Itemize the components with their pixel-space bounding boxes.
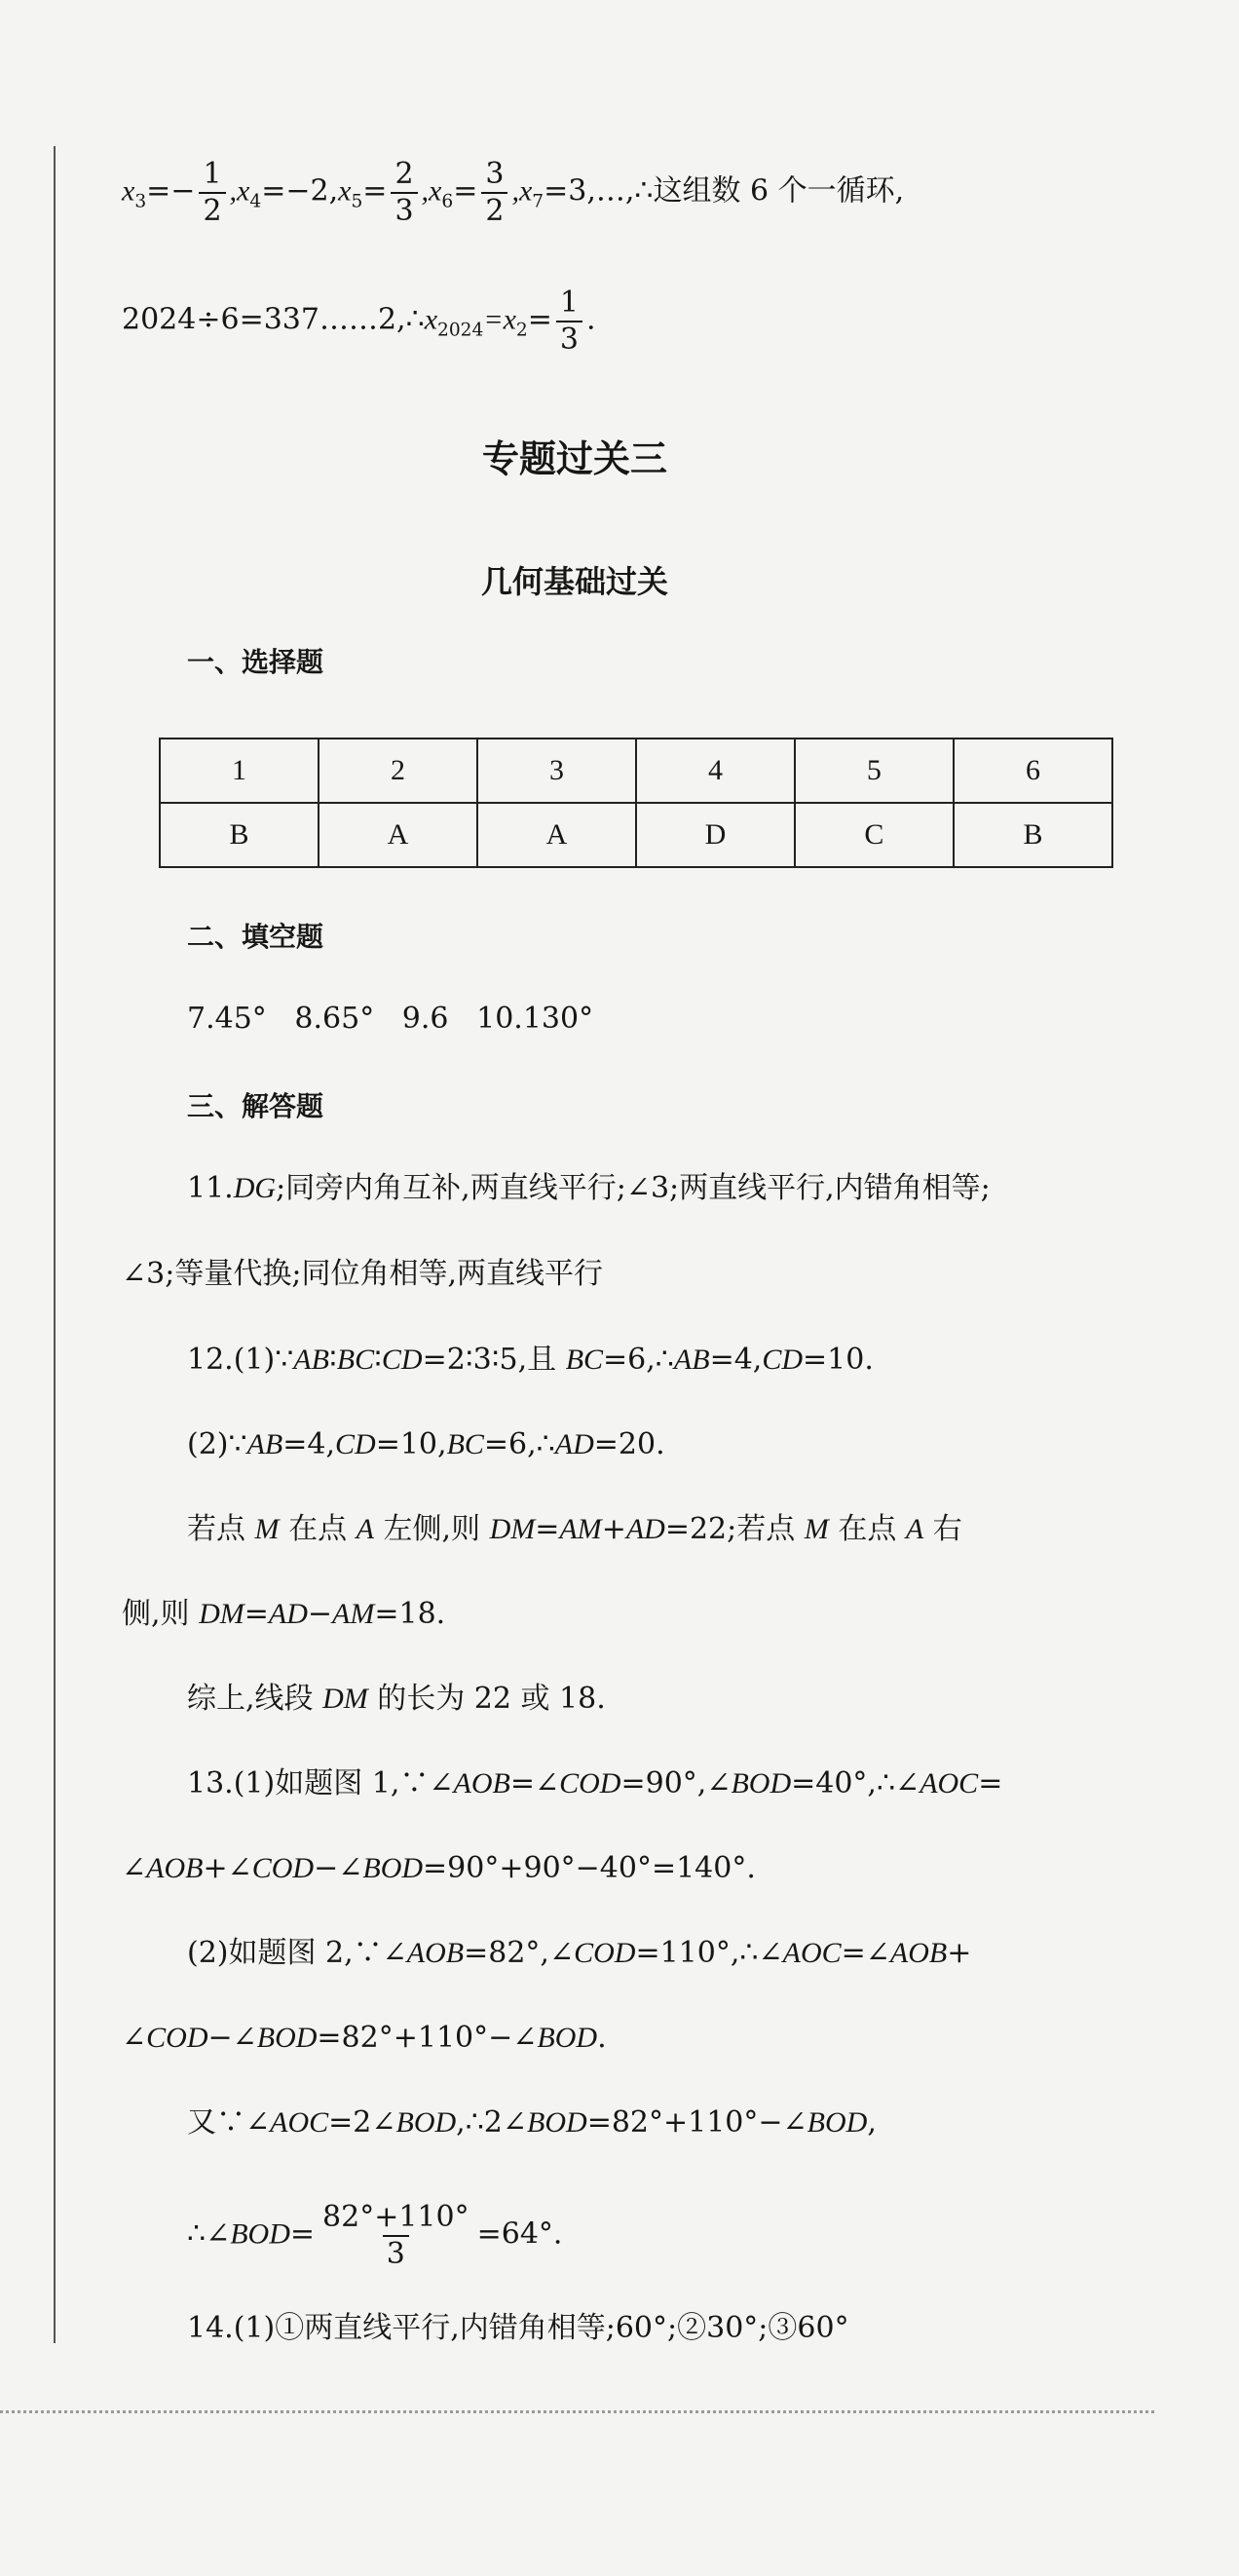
- table-cell: 5: [795, 739, 954, 803]
- section-heading-solve: 三、解答题: [187, 1090, 324, 1122]
- table-cell: B: [160, 803, 319, 867]
- q13-line-6: ∴∠BOD= $\frac{82^\circ+110^\circ}{3}$ =64°.: [187, 2200, 563, 2271]
- table-cell: D: [636, 803, 795, 867]
- table-cell: 1: [160, 739, 319, 803]
- q12-case-left: 若点 M 在点 A 左侧,则 DM=AM+AD=22;若点 M 在点 A 右: [187, 1512, 962, 1546]
- table-cell: 3: [477, 739, 636, 803]
- page-subtitle: 几何基础过关: [480, 563, 668, 600]
- fraction: $\frac{1}{2}$: [199, 159, 225, 226]
- table-cell: 6: [954, 739, 1112, 803]
- continuation-line-2: $2024\div 6=337\dots\dots 2,\therefore x_{2024}=x_2=$ $\frac{1}{3}$ .: [122, 285, 596, 357]
- continuation-line-1: $x_3=-$ $\frac{1}{2}$ $,x_4=-2,x_5=$ $\frac{2}{3}$ $,x_6=$ $\frac{3}{2}$ $,x_7=3,\dots,\therefore$这组数 6 个一循环,: [122, 157, 905, 228]
- q13-line-4: ∠COD−∠BOD=82°+110°−∠BOD.: [122, 2021, 607, 2055]
- table-row: [160, 803, 1112, 867]
- q13-line-2: ∠AOB+∠COD−∠BOD=90°+90°−40°=140°.: [122, 1851, 756, 1885]
- q12-part-2: (2)∵AB=4,CD=10,BC=6,∴AD=20.: [187, 1427, 665, 1461]
- dotted-rule: [0, 2410, 1154, 2413]
- fill-answers: 7.45° 8.65° 9.6 10.130°: [187, 1002, 594, 1036]
- q11-line-1: 11.DG;同旁内角互补,两直线平行;∠3;两直线平行,内错角相等;: [187, 1171, 991, 1205]
- page-title: 专题过关三: [481, 437, 667, 480]
- table-cell: A: [477, 803, 636, 867]
- table-cell: 4: [636, 739, 795, 803]
- section-heading-fill: 二、填空题: [187, 921, 324, 953]
- q13-line-1: 13.(1)如题图 1,∵∠AOB=∠COD=90°,∠BOD=40°,∴∠AOC=: [187, 1766, 1003, 1800]
- table-cell: A: [319, 803, 477, 867]
- fraction: $\frac{1}{3}$: [556, 287, 582, 355]
- table-cell: B: [954, 803, 1112, 867]
- q12-case-right: 侧,则 DM=AD−AM=18.: [122, 1597, 446, 1631]
- q12-part-1: 12.(1)∵AB∶BC∶CD=2∶3∶5,且 BC=6,∴AB=4,CD=10.: [187, 1343, 874, 1377]
- fraction: $\frac{2}{3}$: [391, 159, 417, 226]
- q12-summary: 综上,线段 DM 的长为 22 或 18.: [187, 1682, 606, 1716]
- table-cell: C: [795, 803, 954, 867]
- q13-line-5: 又∵∠AOC=2∠BOD,∴2∠BOD=82°+110°−∠BOD,: [187, 2105, 877, 2140]
- answer-table: [159, 738, 1113, 868]
- q13-line-3: (2)如题图 2,∵∠AOB=82°,∠COD=110°,∴∠AOC=∠AOB+: [187, 1936, 972, 1970]
- table-row: [160, 739, 1112, 803]
- table-cell: 2: [319, 739, 477, 803]
- fraction: $\frac{82^\circ+110^\circ}{3}$: [322, 2200, 469, 2271]
- section-heading-choice: 一、选择题: [187, 646, 324, 678]
- q11-line-2: ∠3;等量代换;同位角相等,两直线平行: [122, 1257, 603, 1291]
- q14-line-1: 14.(1)①两直线平行,内错角相等;60°;②30°;③60°: [187, 2311, 849, 2345]
- fraction: $\frac{3}{2}$: [481, 159, 507, 226]
